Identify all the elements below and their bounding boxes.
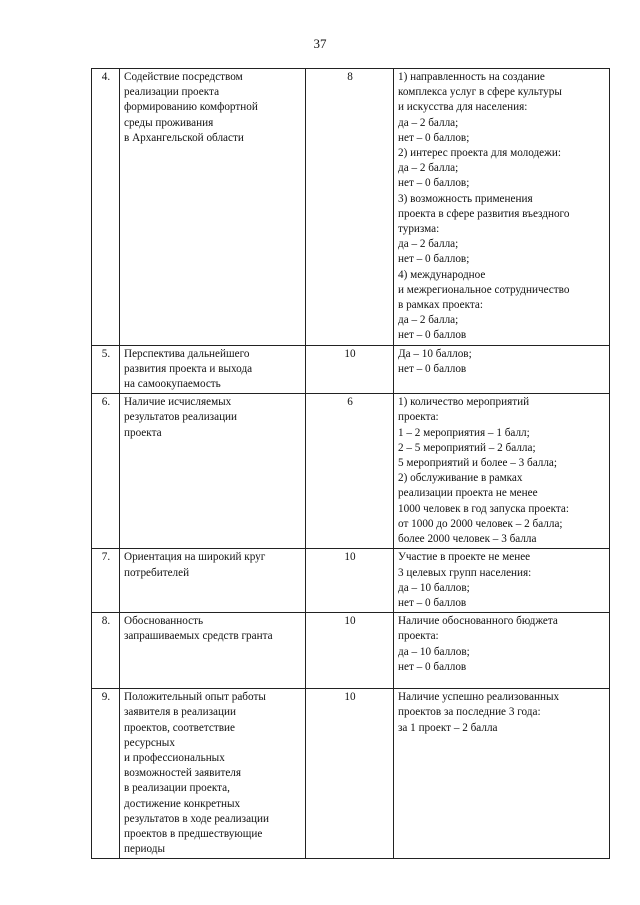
scoring-rule-line: 2) интерес проекта для молодежи: <box>398 147 561 160</box>
scoring-rule-line: 2) обслуживание в рамках <box>398 472 523 485</box>
criterion-name-line: Обоснованность <box>124 615 204 628</box>
scoring-rule-line: проекта: <box>398 411 439 424</box>
scoring-rule-line: 3) возможность применения <box>398 192 533 205</box>
criterion-name-cell <box>120 613 306 689</box>
criterion-name-cell <box>120 549 306 613</box>
scoring-rule-line: Наличие обоснованного бюджета <box>398 615 558 628</box>
criterion-name-line: проектов в предшествующие <box>124 827 263 840</box>
criterion-name-line: результатов в ходе реализации <box>124 812 270 825</box>
criterion-name-line: потребителей <box>124 566 190 579</box>
criterion-number: 6. <box>92 394 120 549</box>
scoring-rule-line: туризма: <box>398 223 440 236</box>
criterion-name-line: и профессиональных <box>124 751 225 764</box>
criterion-name-cell <box>120 345 306 394</box>
scoring-rule-line: да – 2 балла; <box>398 314 459 327</box>
criterion-name-line: возможностей заявителя <box>124 767 242 780</box>
scoring-rule-line: за 1 проект – 2 балла <box>398 721 498 734</box>
criteria-row <box>92 345 610 394</box>
max-score: 10 <box>306 345 394 394</box>
scoring-rules-cell <box>394 394 610 549</box>
scoring-rule-line: нет – 0 баллов; <box>398 253 470 266</box>
scoring-rule-line: проектов за последние 3 года: <box>398 706 541 719</box>
scoring-rule-line: нет – 0 баллов <box>398 362 467 375</box>
criterion-number: 4. <box>92 69 120 346</box>
criteria-table <box>91 68 610 859</box>
scoring-rule-line: проекта в сфере развития въездного <box>398 207 570 220</box>
max-score: 10 <box>306 613 394 689</box>
scoring-rule-line: реализации проекта не менее <box>398 487 538 500</box>
criterion-number: 8. <box>92 613 120 689</box>
criterion-name-line: запрашиваемых средств гранта <box>124 630 273 643</box>
scoring-rule-line: в рамках проекта: <box>398 299 484 312</box>
criteria-row <box>92 549 610 613</box>
criterion-number: 5. <box>92 345 120 394</box>
scoring-rule-line: да – 10 баллов; <box>398 581 470 594</box>
scoring-rule-line: 1 – 2 мероприятия – 1 балл; <box>398 426 530 439</box>
criteria-row <box>92 613 610 689</box>
scoring-rule-line: более 2000 человек – 3 балла <box>398 533 537 546</box>
criteria-row <box>92 394 610 549</box>
scoring-rule-line: нет – 0 баллов <box>398 660 467 673</box>
scoring-rule-line: 4) международное <box>398 268 486 281</box>
criterion-name-line: в Архангельской области <box>124 131 244 144</box>
criterion-name-cell <box>120 69 306 346</box>
scoring-rule-line: нет – 0 баллов; <box>398 177 470 190</box>
max-score: 10 <box>306 689 394 859</box>
scoring-rule-line: да – 2 балла; <box>398 238 459 251</box>
scoring-rule-line: 1) направленность на создание <box>398 71 545 83</box>
criteria-row <box>92 69 610 346</box>
criterion-name-line: заявителя в реализации <box>124 706 236 719</box>
scoring-rule-line: 1000 человек в год запуска проекта: <box>398 502 569 515</box>
criterion-name-line: Наличие исчисляемых <box>124 396 232 409</box>
criterion-name-line: Перспектива дальнейшего <box>124 347 250 360</box>
scoring-rules-cell <box>394 613 610 689</box>
scoring-rule-line: нет – 0 баллов <box>398 329 467 342</box>
scoring-rules-cell <box>394 689 610 859</box>
criteria-row <box>92 689 610 859</box>
max-score: 8 <box>306 69 394 346</box>
scoring-rules-cell <box>394 345 610 394</box>
scoring-rule-line: да – 2 балла; <box>398 116 459 129</box>
criterion-name-line: реализации проекта <box>124 86 220 99</box>
criterion-name-line: ресурсных <box>124 736 175 749</box>
criterion-name-line: среды проживания <box>124 116 214 129</box>
criterion-name-line: проектов, соответствие <box>124 721 235 734</box>
scoring-rule-line: и межрегиональное сотрудничество <box>398 283 570 296</box>
criterion-name-line: достижение конкретных <box>124 797 241 810</box>
scoring-rule-line: нет – 0 баллов; <box>398 131 470 144</box>
criterion-number: 7. <box>92 549 120 613</box>
scoring-rule-line: проекта: <box>398 630 439 643</box>
criterion-name-line: результатов реализации <box>124 411 238 424</box>
criterion-name-line: Ориентация на широкий круг <box>124 551 266 564</box>
scoring-rule-line: да – 2 балла; <box>398 162 459 175</box>
scoring-rule-line: нет – 0 баллов <box>398 596 467 609</box>
scoring-rule-line: 1) количество мероприятий <box>398 396 530 409</box>
max-score: 10 <box>306 549 394 613</box>
criterion-name-line: на самоокупаемость <box>124 378 221 391</box>
scoring-rule-line: 5 мероприятий и более – 3 балла; <box>398 457 558 470</box>
scoring-rule-line: 2 – 5 мероприятий – 2 балла; <box>398 441 536 454</box>
scoring-rule-line: от 1000 до 2000 человек – 2 балла; <box>398 517 563 530</box>
criterion-name-line: проекта <box>124 426 162 439</box>
scoring-rule-line: Участие в проекте не менее <box>398 551 531 564</box>
criterion-number: 9. <box>92 689 120 859</box>
criterion-name-cell <box>120 394 306 549</box>
scoring-rule-line: 3 целевых групп населения: <box>398 566 532 579</box>
scoring-rule-line: Наличие успешно реализованных <box>398 691 560 704</box>
scoring-rules-cell <box>394 549 610 613</box>
criterion-name-line: периоды <box>124 843 166 856</box>
criterion-name-line: Содействие посредством <box>124 71 243 83</box>
criterion-name-line: формированию комфортной <box>124 101 258 114</box>
page-number: 37 <box>313 36 327 51</box>
criteria-table-body <box>92 69 610 859</box>
criterion-name-line: Положительный опыт работы <box>124 691 266 704</box>
scoring-rule-line: комплекса услуг в сфере культуры <box>398 86 562 99</box>
max-score: 6 <box>306 394 394 549</box>
criterion-name-line: в реализации проекта, <box>124 782 230 795</box>
criterion-name-line: развития проекта и выхода <box>124 362 253 375</box>
scoring-rule-line: да – 10 баллов; <box>398 645 470 658</box>
scoring-rule-line: Да – 10 баллов; <box>398 347 472 360</box>
scoring-rule-line: и искусства для населения: <box>398 101 528 114</box>
criterion-name-cell <box>120 689 306 859</box>
scoring-rules-cell <box>394 69 610 346</box>
